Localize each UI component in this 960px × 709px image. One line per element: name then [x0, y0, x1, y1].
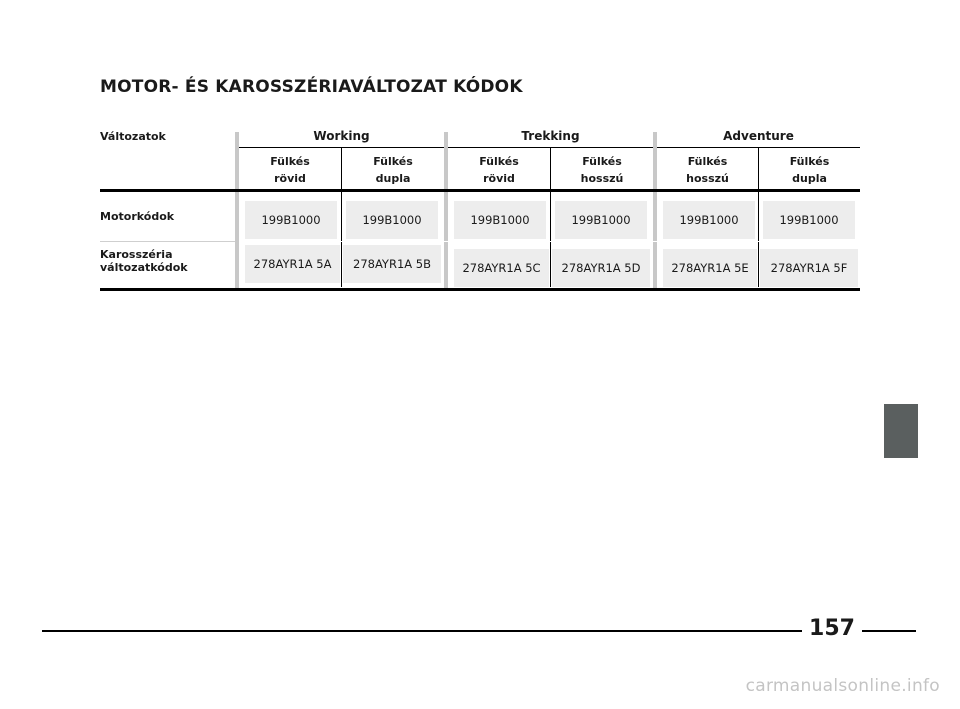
watermark-text: carmanualsonline.info: [745, 676, 940, 696]
column-header-line1: Fülkés: [270, 155, 310, 168]
column-divider: [550, 147, 551, 287]
column-header-line2: hosszú: [686, 172, 729, 185]
column-header-line2: dupla: [375, 172, 411, 185]
table-bottom-rule: [100, 288, 860, 291]
page-number: 157: [809, 616, 855, 641]
column-header-line1: Fülkés: [789, 155, 830, 168]
engine-code-cell: 199B1000: [555, 201, 647, 239]
body-code-cell: 278AYR1A 5B: [343, 245, 441, 283]
row-label-body-codes: Karosszéria változatkódok: [100, 248, 188, 274]
engine-code-cell: 199B1000: [763, 201, 855, 239]
body-code-cell: 278AYR1A 5C: [454, 249, 549, 287]
body-code-cell: 278AYR1A 5E: [663, 249, 757, 287]
column-header: [448, 153, 550, 187]
engine-body-code-table: [100, 125, 860, 295]
column-divider: [341, 147, 342, 287]
group-header-adventure: Adventure: [723, 129, 794, 143]
column-header-line1: Fülkés: [479, 155, 519, 168]
column-header-line1: Fülkés: [687, 155, 728, 168]
footer-rule-left: [42, 630, 802, 632]
row-label-engine-codes: Motorkódok: [100, 210, 175, 223]
row-divider: [100, 241, 235, 242]
page-title: MOTOR- ÉS KAROSSZÉRIAVÁLTOZAT KÓDOK: [100, 77, 523, 97]
column-divider: [758, 147, 759, 287]
column-header: [657, 153, 758, 187]
body-code-cell: 278AYR1A 5F: [760, 249, 858, 287]
column-header-line2: hosszú: [580, 172, 624, 185]
engine-code-cell: 199B1000: [245, 201, 337, 239]
column-header-line2: rövid: [483, 172, 515, 185]
column-header: [239, 153, 341, 187]
column-header: [551, 153, 653, 187]
group-header-working: Working: [313, 129, 370, 143]
engine-code-cell: 199B1000: [454, 201, 546, 239]
engine-code-cell: 199B1000: [346, 201, 438, 239]
footer-rule-right: [862, 630, 916, 632]
group-header-trekking: Trekking: [521, 129, 580, 143]
body-code-cell: 278AYR1A 5D: [552, 249, 650, 287]
header-rule: [100, 189, 860, 192]
column-header-line1: Fülkés: [582, 155, 622, 168]
row-divider: [239, 241, 860, 242]
column-header: [342, 153, 444, 187]
column-header-line2: dupla: [792, 172, 827, 185]
chapter-tab-marker: [884, 404, 918, 458]
engine-code-cell: 199B1000: [663, 201, 755, 239]
row-header-variants: Változatok: [100, 130, 166, 143]
column-header-line2: rövid: [274, 172, 306, 185]
column-header: [759, 153, 860, 187]
column-header-line1: Fülkés: [373, 155, 413, 168]
body-code-cell: 278AYR1A 5A: [245, 245, 340, 283]
